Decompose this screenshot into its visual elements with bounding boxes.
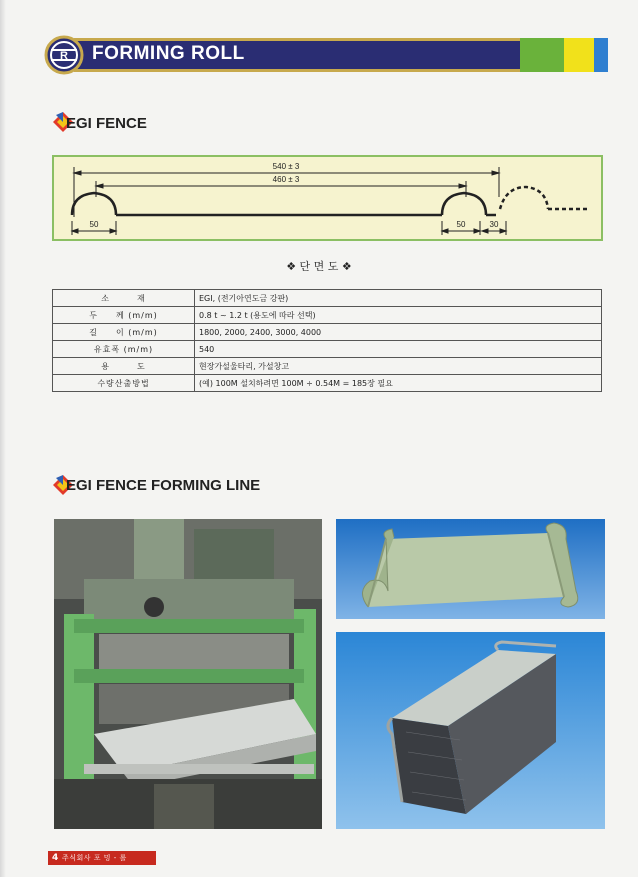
spec-value: EGI, (전기아연도금 강판) [195, 290, 602, 307]
spec-label: 두 께 (m/m) [53, 307, 195, 324]
cross-section-caption: ❖ 단 면 도 ❖ [286, 260, 352, 273]
spec-row [53, 307, 602, 324]
spec-label: 길 이 (m/m) [53, 324, 195, 341]
fence-panel-photo [336, 519, 605, 619]
section-title-egi-fence: EGI FENCE [66, 115, 147, 132]
stacked-panels-photo [336, 632, 605, 829]
forming-machine-photo [54, 519, 322, 829]
page-number: 4 [52, 853, 59, 863]
section-title-forming-line: EGI FENCE FORMING LINE [66, 477, 261, 494]
spec-row [53, 324, 602, 341]
company-logo [44, 35, 84, 75]
spec-label: 소 재 [53, 290, 195, 307]
profile-drawing-svg [54, 157, 605, 243]
header-stripe-green [520, 38, 564, 72]
spec-value: (예) 100M 설치하려면 100M ÷ 0.54M = 185장 필요 [195, 375, 602, 392]
spec-value: 0.8 t ~ 1.2 t (용도에 따라 선택) [195, 307, 602, 324]
dim-inner-label: 460 ± 3 [272, 175, 300, 184]
header-stripe-yellow [564, 38, 594, 72]
header-stripe-blue [594, 38, 608, 72]
spec-label: 용 도 [53, 358, 195, 375]
dim-right-rib-label: 50 [456, 220, 466, 229]
spec-row [53, 290, 602, 307]
footer-company: 주식회사 포 밍 - 롤 [62, 854, 127, 862]
spec-label: 수량산출방법 [53, 375, 195, 392]
logo-letter: R [60, 50, 68, 62]
dim-overall-label: 540 ± 3 [272, 162, 300, 171]
spec-table [52, 289, 602, 392]
spec-label: 유효폭 (m/m) [53, 341, 195, 358]
spec-value: 540 [195, 341, 602, 358]
dim-overlap-label: 30 [489, 220, 499, 229]
spec-row [53, 358, 602, 375]
dim-left-rib-label: 50 [89, 220, 99, 229]
spec-value: 1800, 2000, 2400, 3000, 4000 [195, 324, 602, 341]
page-binding-edge [0, 0, 6, 877]
spec-value: 현장가설울타리, 가설창고 [195, 358, 602, 375]
spec-row [53, 341, 602, 358]
profile-drawing [52, 155, 603, 241]
page-title: FORMING ROLL [92, 43, 245, 64]
spec-row [53, 375, 602, 392]
